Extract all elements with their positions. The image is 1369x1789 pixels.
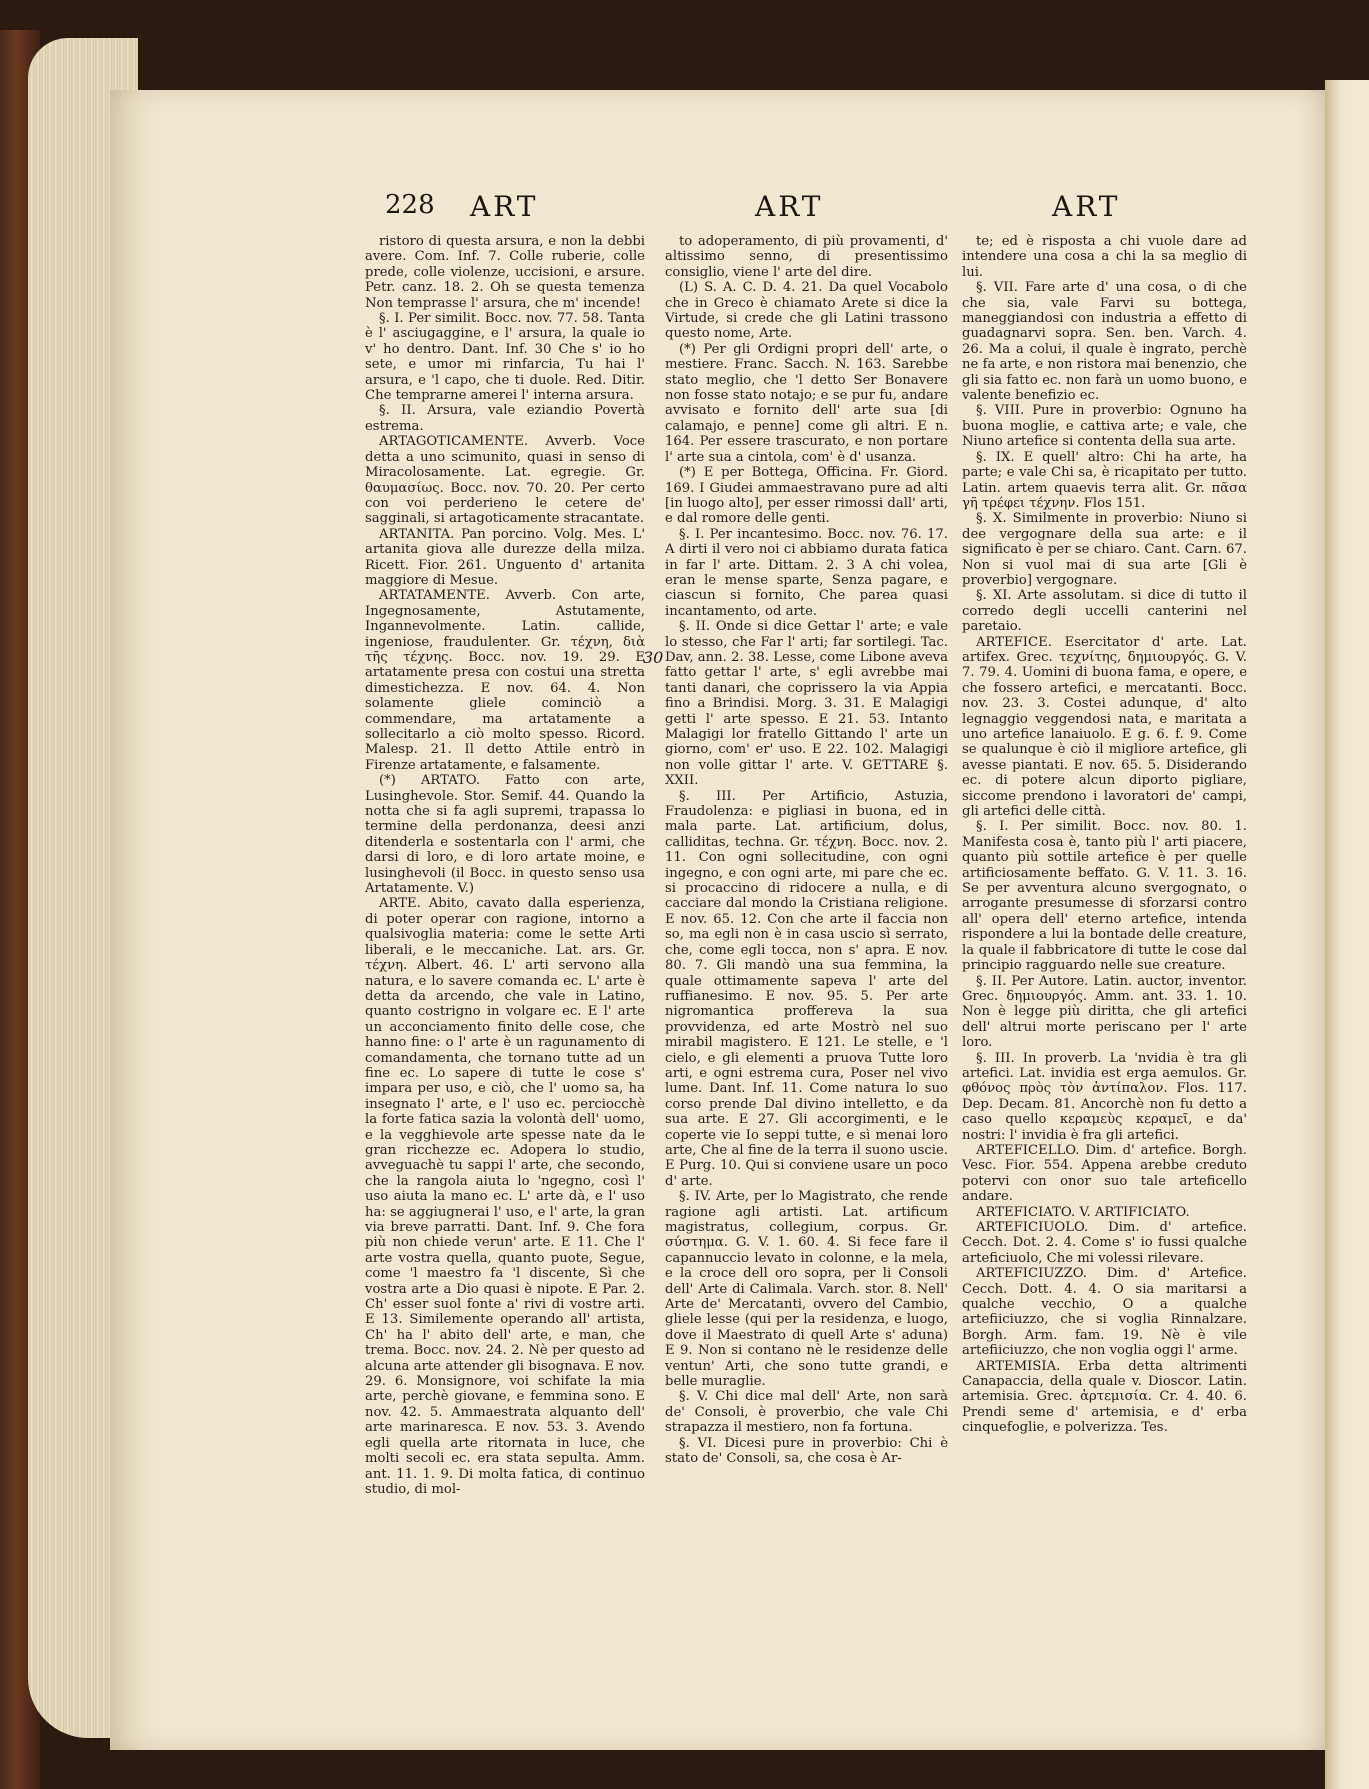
entry-paragraph: §. VII. Fare arte d' una cosa, o di che che sia, vale Farvi su bottega, maneggiandosi con industria a effetto di guadagnarvi sopra. Sen. ben. Varch. 4. 26. Ma a colui, il quale è ingrato, perchè ne fa arte, e non ristora mai benenzio, che gli sia fatto ec. non farà un uomo buono, e valente benefizio ec. — [962, 280, 1247, 404]
entry-paragraph: ARTE. Abito, cavato dalla esperienza, di poter operar con ragione, intorno a qualsivoglia materia: come le sette Arti liberali, e le meccaniche. Lat. ars. Gr. τέχνη. Albert. 46. L' arti servono alla natura, e lo savere comanda ec. L' arte è detta da arcendo, che vale in Latino, quanto costrigno in volgare ec. E l' arte un acconciamento finito delle cose, che hanno fine: o l' arte è un ragunamento di comandamenta, che tornano tutte ad un fine ec. Lo sapere di tutte le cose s' impara per uso, e ciò, che l' uomo sa, ha insegnato l' arte, e l' uso ec. perciocchè la forte fatica sazia la volontà dell' uomo, e la vegghievole arte spesse nate da le gran ricchezze ec. Adopera lo studio, avveguachè tu sappi l' arte, che secondo, che la rangola aiuta lo 'ngegno, così l' uso aiuta la mano ec. L' arte dà, e l' uso ha: se aggiugnerai l' uso, e l' arte, la gran via breve parratti. Dant. Inf. 9. Che fora più non chiede verun' arte. E 11. Che l' arte vostra quella, quanto puote, Segue, come 'l maestro fa 'l discente, Sì che vostra arte a Dio quasi è nipote. E Par. 2. Ch' esser suol fonte a' rivi di vostre arti. E 13. Similemente operando all' artista, Ch' ha l' abito dell' arte, e man, che trema. Bocc. nov. 24. 2. Nè per questo ad alcuna arte attender gli bisognava. E nov. 29. 6. Monsignore, voi schifate la mia arte, perchè giovane, e femmina sono. E nov. 42. 5. Ammaestrata alquanto dell' arte marinaresca. E nov. 53. 3. Avendo egli quella arte ritornata in luce, che molti secoli ec. era stata sepulta. Amm. ant. 11. 1. 9. Di molta fatica, di continuo studio, di mol- — [365, 896, 645, 1497]
entry-paragraph: ARTEFICIUOLO. Dim. d' artefice. Cecch. Dot. 2. 4. Come s' io fussi qualche arteficiuolo, Che mi volessi rilevare. — [962, 1220, 1247, 1266]
text-column-3 — [962, 234, 1247, 1744]
entry-paragraph: §. III. Per Artificio, Astuzia, Fraudolenza: e pigliasi in buona, ed in mala parte. Lat. artificium, dolus, calliditas, techna. Gr. τέχνη. Bocc. nov. 2. 11. Con ogni sollecitudine, con ogni ingegno, e con ogni arte, mi pare che ec. si procaccino di ridocere a nulla, e di cacciare dal mondo la Cristiana religione. E nov. 65. 12. Con che arte il faccia non so, ma egli non è in casa uscio sì serrato, che, come egli tocca, non s' apra. E nov. 80. 7. Gli mandò una sua femmina, la quale ottimamente sapeva l' arte del ruffianesimo. E nov. 95. 5. Per arte nigromantica proffereva la sua provvidenza, ed arte Mostrò nel suo mirabil magistero. E 121. Le stelle, e 'l cielo, e gli elementi a pruova Tutte loro arti, e ogni estrema cura, Poser nel vivo lume. Dant. Inf. 11. Come natura lo suo corso prende Dal divino intelletto, e da sua arte. E 27. Gli accorgimenti, e le coperte vie Io seppi tutte, e sì menai loro arte, Che al fine de la terra il suono uscie. E Purg. 10. Qui si conviene usare un poco d' arte. — [665, 788, 948, 1189]
entry-paragraph: §. XI. Arte assolutam. si dice di tutto il corredo degli uccelli canterini nel paretaio. — [962, 588, 1247, 635]
entry-paragraph: §. I. Per incantesimo. Bocc. nov. 76. 17. A dirti il vero noi ci abbiamo durata fatica in far l' arte. Dittam. 2. 3 A chi volea, eran le mense sparte, Senza pagare, e ciascun si fornito, Che parea quasi incantamento, od arte. — [665, 526, 948, 619]
entry-paragraph: §. X. Similmente in proverbio: Niuno si dee vergognare della sua arte: e il significato è per se chiaro. Cant. Carn. 67. Non si vuol mai di sua arte [Gli è proverbio] vergognare. — [962, 511, 1247, 588]
entry-paragraph: (*) ARTATO. Fatto con arte, Lusinghevole. Stor. Semif. 44. Quando la notta che si fa agli supremi, trapassa lo termine della perdonanza, deesi anzi ditenderla e sostentarla con l' armi, che darsi di loro, e di loro artate moine, e lusinghevoli (il Bocc. in questo senso usa Artatamente. V.) — [365, 773, 645, 897]
entry-paragraph: (*) E per Bottega, Officina. Fr. Giord. 169. I Giudei ammaestravano pure ad alti [in luogo alto], per esser rimossi dall' arti, e dal romore delle genti. — [665, 465, 948, 527]
entry-paragraph: (*) Per gli Ordigni propri dell' arte, o mestiere. Franc. Sacch. N. 163. Sarebbe stato meglio, che 'l detto Ser Bonavere non fosse stato notajo; e se pur fu, andare avvisato e fornito dell' arte sua [di calamajo, e penne] come gli altri. E n. 164. Per essere trascurato, e non portare l' arte sua a cintola, com' è d' usanza. — [665, 341, 948, 465]
entry-paragraph: §. II. Arsura, vale eziandio Povertà estrema. — [365, 403, 645, 434]
entry-paragraph: ARTAGOTICAMENTE. Avverb. Voce detta a uno scimunito, quasi in senso di Miracolosamente. Lat. egregie. Gr. θαυμασίως. Bocc. nov. 70. 20. Per certo con voi perderieno le cetere de' sagginali, si artagoticamente stracantate. — [365, 434, 645, 527]
margin-note: 30 — [643, 648, 664, 667]
entry-paragraph: ARTEFICE. Esercitator d' arte. Lat. artifex. Grec. τεχνίτης, δημιουργός. G. V. 7. 79. 4. Uomini di buona fama, e opere, e che fossero artefici, e mercatanti. Bocc. nov. 23. 3. Costei adunque, d' alto legnaggio veggendosi nata, e maritata a uno artefice lanaiuolo. E g. 6. f. 9. Come se qualunque è ciò il migliore artefice, gli avesse piantati. E nov. 65. 5. Disiderando ec. di potere alcun diporto pigliare, siccome prendono i lavoratori de' campi, gli artefici delle città. — [962, 634, 1247, 820]
text-column-1 — [365, 234, 645, 1744]
entry-paragraph: ARTEFICIATO. V. ARTIFICIATO. — [976, 1204, 1190, 1220]
entry-paragraph: ARTEFICELLO. Dim. d' artefice. Borgh. Vesc. Fior. 554. Appena arebbe creduto potervi con onor suo tale arteficello andare. — [962, 1142, 1247, 1205]
entry-paragraph: §. V. Chi dice mal dell' Arte, non sarà de' Consoli, è proverbio, che vale Chi strapazza il mestiero, non fa fortuna. — [665, 1389, 948, 1436]
running-head-center: ART — [755, 190, 824, 223]
entry-paragraph: §. IV. Arte, per lo Magistrato, che rende ragione agli artisti. Lat. artificum magistratus, collegium, corpus. Gr. σύστημα. G. V. 1. 60. 4. Si fece fare il capannuccio levato in colonne, e la mela, e la croce dell oro sopra, per li Consoli dell' Arte di Calimala. Varch. stor. 8. Nell' Arte de' Mercatanti, ovvero del Cambio, gliele lesse (qui per la residenza, e luogo, dove il Maestrato di quell Arte s' aduna) E 9. Non si contano nè le residenze delle ventun' Arti, che sono tutte grandi, e belle muraglie. — [665, 1189, 948, 1390]
entry-paragraph: ARTEFICIUZZO. Dim. d' Artefice. Cecch. Dott. 4. 4. O sia maritarsi a qualche vecchio, O a qualche artefiiciuzzo, che si voglia Rinnalzare. Borgh. Arm. fam. 19. Nè è vile artefiiciuzzo, che non voglia oggi l' arme. — [962, 1266, 1247, 1359]
text-column-2 — [665, 234, 948, 1744]
next-page-edge — [1325, 80, 1369, 1789]
entry-paragraph: ARTEMISIA. Erba detta altrimenti Canapaccia, della quale v. Dioscor. Latin. artemisia. Grec. ἀρτεμισία. Cr. 4. 40. 6. Prendi seme d' artemisia, e d' erba cinquefoglie, e polverizza. Tes. — [962, 1358, 1247, 1436]
entry-paragraph: to adoperamento, di più provamenti, d' altissimo senno, di presentissimo consiglio, viene l' arte del dire. — [665, 234, 948, 280]
entry-paragraph: §. IX. E quell' altro: Chi ha arte, ha parte; e vale Chi sa, è ricapitato per tutto. Latin. artem quaevis terra alit. Gr. πᾶσα γῆ τρέφει τέχνην. Flos 151. — [962, 449, 1247, 511]
entry-paragraph: §. I. Per similit. Bocc. nov. 80. 1. Manifesta cosa è, tanto più l' arti piacere, quanto più sottile artefice è per quelle artificiosamente beffato. G. V. 11. 3. 16. Se per avventura alcuno svergognato, o arrogante presumesse di sforzarsi contro all' opera dell' eterno artefice, intenda rispondere a lui la bontade delle creature, la quale il fabbricatore di tutte le cose dal principio ragguardo nelle sue creature. — [962, 819, 1247, 974]
page-number: 228 — [385, 190, 435, 220]
entry-paragraph: ARTANITA. Pan porcino. Volg. Mes. L' artanita giova alle durezze della milza. Ricett. Fior. 261. Unguento d' artanita maggiore di Mesue. — [365, 526, 645, 588]
entry-paragraph: ristoro di questa arsura, e non la debbi avere. Com. Inf. 7. Colle ruberie, colle prede, colle violenze, uccisioni, e arsure. Petr. canz. 18. 2. Oh se questa temenza Non temprasse l' arsura, che m' incende! — [365, 234, 645, 311]
entry-paragraph: te; ed è risposta a chi vuole dare ad intendere una cosa a chi la sa meglio di lui. — [962, 234, 1247, 280]
running-head-left: ART — [470, 190, 539, 223]
entry-paragraph: §. I. Per similit. Bocc. nov. 77. 58. Tanta è l' asciugaggine, e l' arsura, la quale io v' ho dentro. Dant. Inf. 30 Che s' io ho sete, e umor mi rinfarcia, Tu hai l' arsura, e 'l capo, che ti duole. Red. Ditir. Che temprarne amerei l' interna arsura. — [365, 311, 645, 404]
entry-paragraph: §. III. In proverb. La 'nvidia è tra gli artefici. Lat. invidia est erga aemulos. Gr. φθόνος πρὸς τὸν ἀντίπαλον. Flos. 117. Dep. Decam. 81. Ancorchè non fu detto a caso quello κεραμεὺς κεραμεῖ, e da' nostri: l' invidia è fra gli artefici. — [962, 1050, 1247, 1143]
entry-paragraph: §. II. Per Autore. Latin. auctor, inventor. Grec. δημιουργός. Amm. ant. 33. 1. 10. Non è legge più diritta, che gli artefici dell' altrui morte periscano per l' arte loro. — [962, 973, 1247, 1051]
entry-paragraph: (L) S. A. C. D. 4. 21. Da quel Vocabolo che in Greco è chiamato Arete si dice la Virtude, si crede che gli Latini trassono questo nome, Arte. — [665, 280, 948, 342]
running-head-right: ART — [1052, 190, 1121, 223]
entry-paragraph: ARTATAMENTE. Avverb. Con arte, Ingegnosamente, Astutamente, Ingannevolmente. Latin. callide, ingeniose, fraudulenter. Gr. τέχνη, διὰ τῆς τέχνης. Bocc. nov. 19. 29. E artatamente presa con costui una stretta dimestichezza. E nov. 64. 4. Non solamente gliele cominciò a commendare, ma artatamente a sollecitarlo a ciò molto spesso. Ricord. Malesp. 21. Il detto Attile entrò in Firenze artatamente, e falsamente. — [365, 588, 645, 773]
entry-paragraph: §. II. Onde si dice Gettar l' arte; e vale lo stesso, che Far l' arti; far sortilegi. Tac. Dav, ann. 2. 38. Lesse, come Libone aveva fatto gettar l' arte, s' egli avrebbe mai tanti danari, che coprissero la via Appia fino a Brindisi. Morg. 3. 31. E Malagigi getti l' arte spesso. E 21. 53. Intanto Malagigi lor fratello Gittando l' arte un giorno, com' er' uso. E 22. 102. Malagigi non volle gittar l' arte. V. GETTARE §. XXII. — [665, 619, 948, 789]
entry-paragraph: §. VIII. Pure in proverbio: Ognuno ha buona moglie, e cattiva arte; e vale, che Niuno artefice si contenta della sua arte. — [962, 403, 1247, 450]
entry-paragraph: §. VI. Dicesi pure in proverbio: Chi è stato de' Consoli, sa, che cosa è Ar- — [665, 1435, 948, 1467]
